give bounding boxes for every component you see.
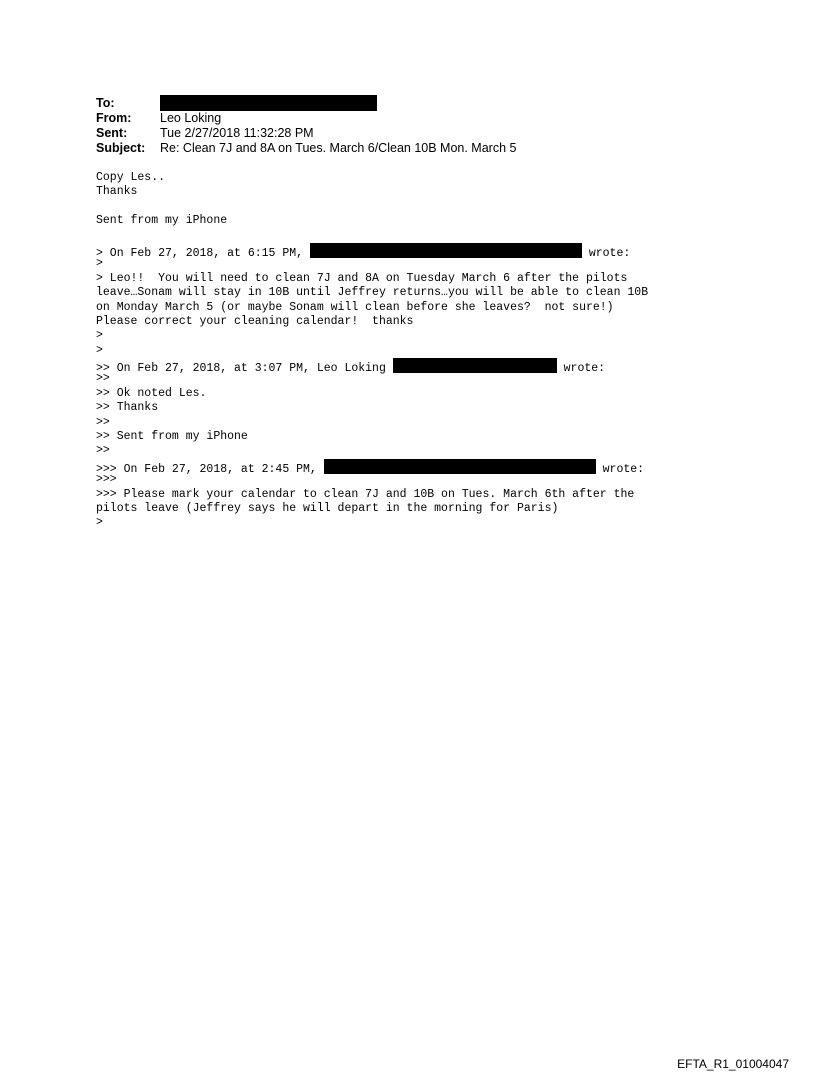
quote1-text: > Leo!! You will need to clean 7J and 8A on Tuesday March 6 after the pilots bbox=[96, 271, 628, 285]
quote-marker: > bbox=[96, 257, 103, 271]
quote-marker: >> bbox=[96, 415, 110, 429]
quote3-header-suffix: wrote: bbox=[595, 462, 645, 476]
quote3-sender-redaction bbox=[324, 459, 596, 474]
blank-line bbox=[96, 229, 756, 243]
from-value: Leo Loking bbox=[160, 111, 222, 125]
from-label: From: bbox=[96, 111, 132, 125]
sent-row bbox=[96, 126, 736, 141]
quote3-text: pilots leave (Jeffrey says he will depart in the morning for Paris) bbox=[96, 501, 559, 515]
reply-line: Copy Les.. bbox=[96, 171, 166, 184]
quote-marker: > bbox=[96, 343, 103, 357]
quote-marker: >> bbox=[96, 444, 110, 458]
quote3-header bbox=[96, 459, 756, 476]
quote-marker: > bbox=[96, 516, 103, 530]
quote1-text: leave…Sonam will stay in 10B until Jeffrey returns…you will be able to clean 10B bbox=[96, 286, 649, 300]
quote1-sender-redaction bbox=[310, 243, 582, 258]
to-redaction-block bbox=[160, 95, 377, 111]
quote-marker: >> bbox=[96, 372, 110, 386]
document-id: EFTA_R1_01004047 bbox=[677, 1057, 789, 1071]
quote1-text: Please correct your cleaning calendar! thanks bbox=[96, 314, 414, 328]
quote1-header bbox=[96, 243, 756, 260]
blank-line bbox=[96, 200, 756, 214]
quote2-header-suffix: wrote: bbox=[556, 362, 606, 376]
quote1-header-prefix: > On Feb 27, 2018, at 6:15 PM, bbox=[96, 246, 310, 260]
to-row bbox=[96, 96, 736, 111]
quote2-header bbox=[96, 358, 756, 376]
quote2-text: >> Thanks bbox=[96, 401, 159, 415]
sent-label: Sent: bbox=[96, 126, 128, 140]
quote-marker: > bbox=[96, 329, 103, 343]
from-row bbox=[96, 111, 736, 126]
reply-signature: Sent from my iPhone bbox=[96, 214, 228, 228]
subject-row bbox=[96, 141, 736, 156]
email-body bbox=[96, 171, 756, 531]
email-header bbox=[96, 96, 736, 156]
reply-line: Thanks bbox=[96, 185, 138, 199]
quote3-header-prefix: >>> On Feb 27, 2018, at 2:45 PM, bbox=[96, 462, 324, 476]
quote2-header-prefix: >> On Feb 27, 2018, at 3:07 PM, Leo Loking bbox=[96, 362, 393, 376]
to-label: To: bbox=[96, 96, 115, 110]
quote2-email-redaction bbox=[393, 358, 557, 373]
subject-label: Subject: bbox=[96, 141, 146, 155]
sent-value: Tue 2/27/2018 11:32:28 PM bbox=[160, 126, 314, 140]
quote2-text: >> Ok noted Les. bbox=[96, 386, 207, 400]
quote2-signature: >> Sent from my iPhone bbox=[96, 430, 248, 444]
quote-marker: >>> bbox=[96, 473, 117, 487]
quote1-header-suffix: wrote: bbox=[581, 246, 631, 260]
subject-value: Re: Clean 7J and 8A on Tues. March 6/Clean 10B Mon. March 5 bbox=[160, 141, 517, 155]
quote1-text: on Monday March 5 (or maybe Sonam will clean before she leaves? not sure!) bbox=[96, 300, 614, 314]
quote3-text: >>> Please mark your calendar to clean 7J and 10B on Tues. March 6th after the bbox=[96, 487, 635, 501]
